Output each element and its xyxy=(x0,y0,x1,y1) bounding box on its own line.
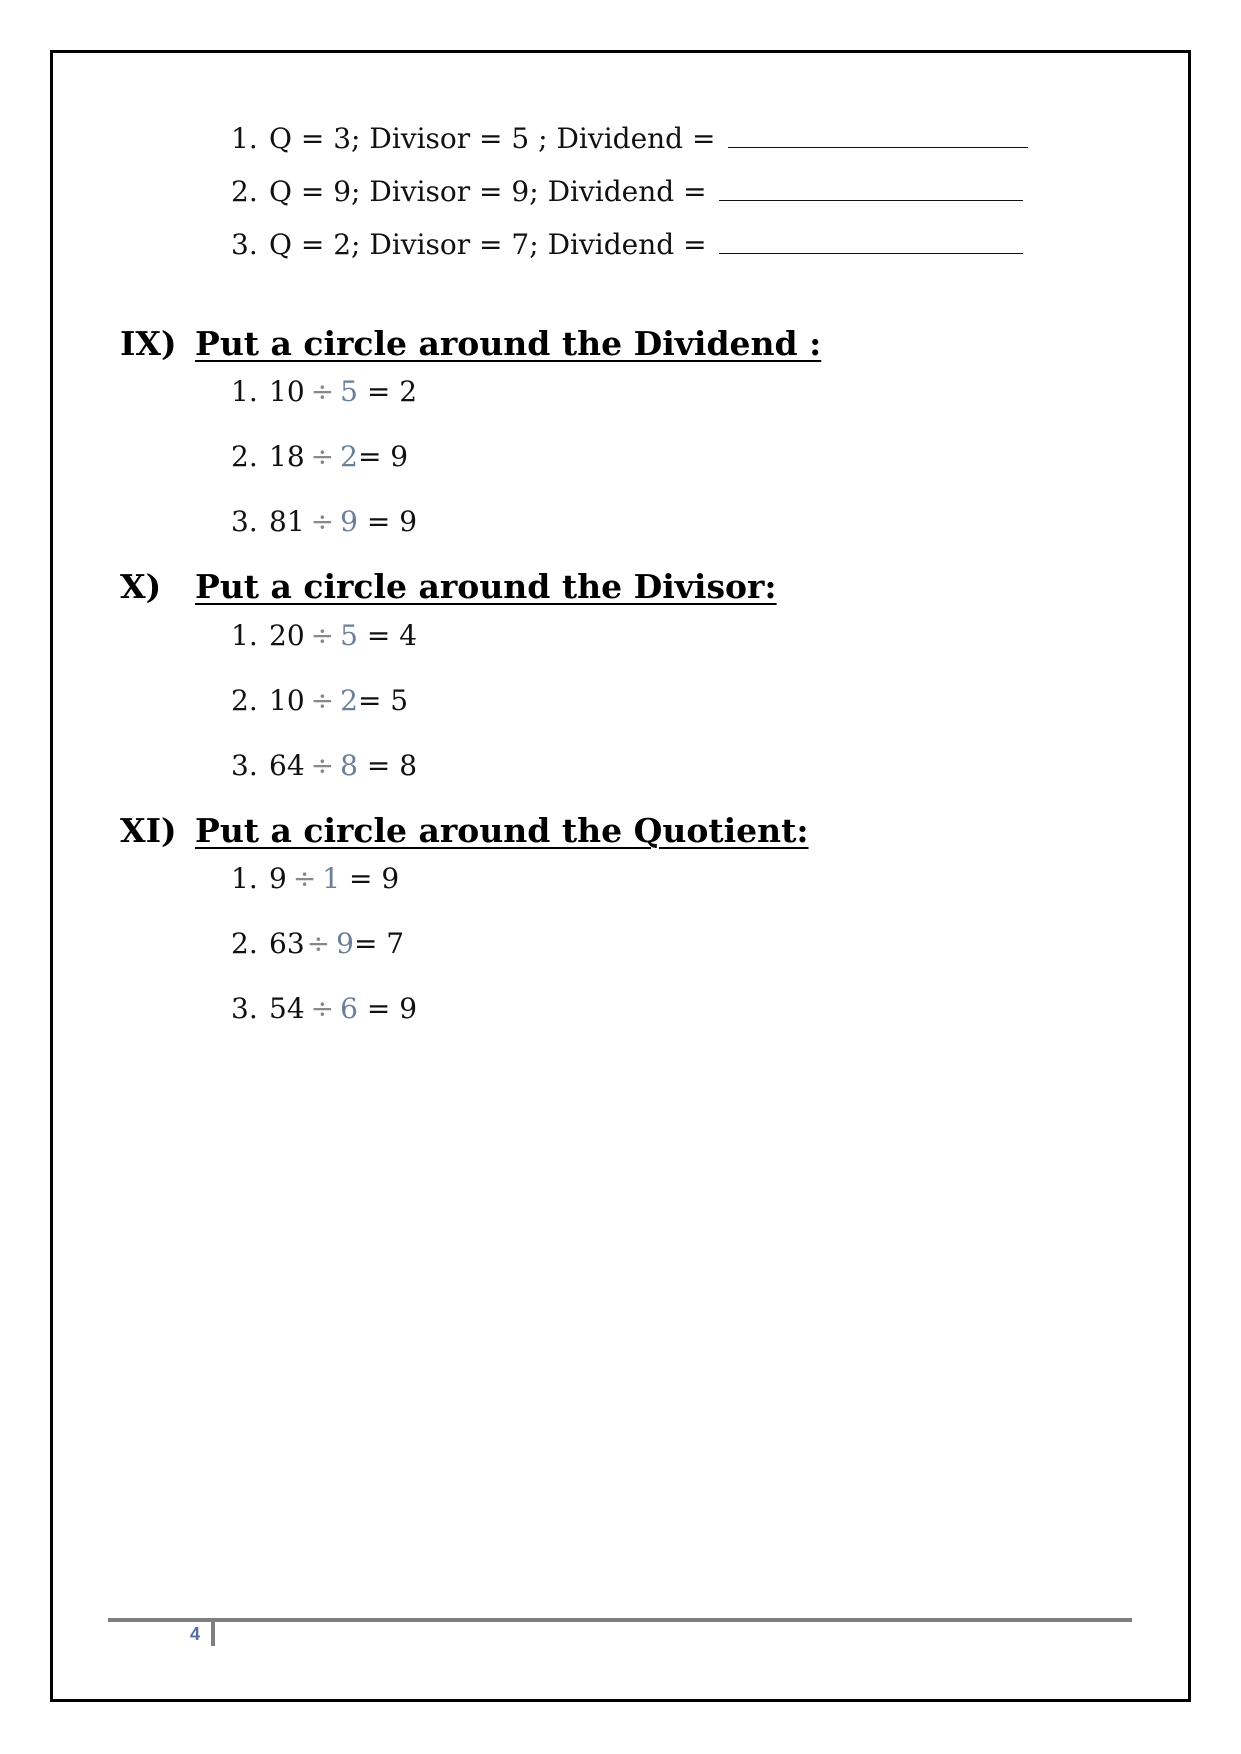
dividend-value[interactable]: 9 xyxy=(269,862,287,895)
division-item xyxy=(231,619,417,653)
result-value[interactable]: = 2 xyxy=(366,375,418,408)
footer-rule xyxy=(108,1618,1132,1622)
result-value[interactable]: = 9 xyxy=(366,992,418,1025)
divide-symbol: ÷ xyxy=(306,927,331,960)
divisor-value[interactable]: 8 xyxy=(340,749,358,782)
question-text: Q = 2; Divisor = 7; Dividend = xyxy=(269,228,716,261)
question-text: Q = 3; Divisor = 5 ; Dividend = xyxy=(269,122,725,155)
dividend-question-3 xyxy=(231,228,1023,262)
answer-blank[interactable] xyxy=(719,231,1023,254)
dividend-value[interactable]: 54 xyxy=(269,992,305,1025)
division-item xyxy=(231,684,408,718)
divide-symbol: ÷ xyxy=(310,375,335,408)
dividend-value[interactable]: 64 xyxy=(269,749,305,782)
dividend-value[interactable]: 10 xyxy=(269,375,305,408)
division-item xyxy=(231,927,404,961)
question-text: Q = 9; Divisor = 9; Dividend = xyxy=(269,175,716,208)
page-number: 4 xyxy=(190,1624,201,1644)
divide-symbol: ÷ xyxy=(310,992,335,1025)
result-value[interactable]: = 7 xyxy=(353,927,405,960)
dividend-value[interactable]: 10 xyxy=(269,684,305,717)
result-value[interactable]: = 8 xyxy=(366,749,418,782)
divisor-value[interactable]: 5 xyxy=(340,619,358,652)
item-number: 2. xyxy=(231,927,258,960)
question-number: 2. xyxy=(231,175,258,208)
division-item xyxy=(231,375,417,409)
dividend-value[interactable]: 81 xyxy=(269,505,305,538)
division-item xyxy=(231,992,417,1026)
divide-symbol: ÷ xyxy=(292,862,317,895)
section-ix-heading: Put a circle around the Dividend : xyxy=(195,324,822,363)
result-value[interactable]: = 5 xyxy=(357,684,409,717)
divide-symbol: ÷ xyxy=(310,619,335,652)
dividend-question-1 xyxy=(231,122,1028,156)
result-value[interactable]: = 4 xyxy=(366,619,418,652)
question-number: 1. xyxy=(231,122,258,155)
item-number: 1. xyxy=(231,862,258,895)
divide-symbol: ÷ xyxy=(310,505,335,538)
footer-tick xyxy=(211,1620,215,1646)
divisor-value[interactable]: 1 xyxy=(322,862,341,895)
divide-symbol: ÷ xyxy=(310,749,335,782)
item-number: 2. xyxy=(231,440,258,473)
item-number: 3. xyxy=(231,749,258,782)
page-border xyxy=(50,50,1191,1702)
result-value[interactable]: = 9 xyxy=(357,440,409,473)
dividend-value[interactable]: 20 xyxy=(269,619,305,652)
answer-blank[interactable] xyxy=(728,125,1028,148)
item-number: 3. xyxy=(231,505,258,538)
section-xi-heading: Put a circle around the Quotient: xyxy=(195,811,809,850)
divisor-value[interactable]: 9 xyxy=(340,505,358,538)
item-number: 2. xyxy=(231,684,258,717)
divisor-value[interactable]: 2 xyxy=(340,684,358,717)
item-number: 1. xyxy=(231,375,258,408)
section-x-numeral: X) xyxy=(120,567,162,606)
section-xi-numeral: XI) xyxy=(120,811,177,850)
divisor-value[interactable]: 6 xyxy=(340,992,358,1025)
division-item xyxy=(231,505,417,539)
divisor-value[interactable]: 5 xyxy=(340,375,358,408)
section-x-heading: Put a circle around the Divisor: xyxy=(195,567,777,606)
dividend-question-2 xyxy=(231,175,1023,209)
item-number: 1. xyxy=(231,619,258,652)
result-value[interactable]: = 9 xyxy=(349,862,400,895)
divisor-value[interactable]: 2 xyxy=(340,440,358,473)
division-item xyxy=(231,440,408,474)
divisor-value[interactable]: 9 xyxy=(336,927,354,960)
answer-blank[interactable] xyxy=(719,178,1023,201)
divide-symbol: ÷ xyxy=(310,440,335,473)
dividend-value[interactable]: 63 xyxy=(269,927,305,960)
result-value[interactable]: = 9 xyxy=(366,505,418,538)
item-number: 3. xyxy=(231,992,258,1025)
division-item xyxy=(231,749,417,783)
division-item xyxy=(231,862,399,896)
divide-symbol: ÷ xyxy=(310,684,335,717)
section-ix-numeral: IX) xyxy=(120,324,177,363)
question-number: 3. xyxy=(231,228,258,261)
dividend-value[interactable]: 18 xyxy=(269,440,305,473)
